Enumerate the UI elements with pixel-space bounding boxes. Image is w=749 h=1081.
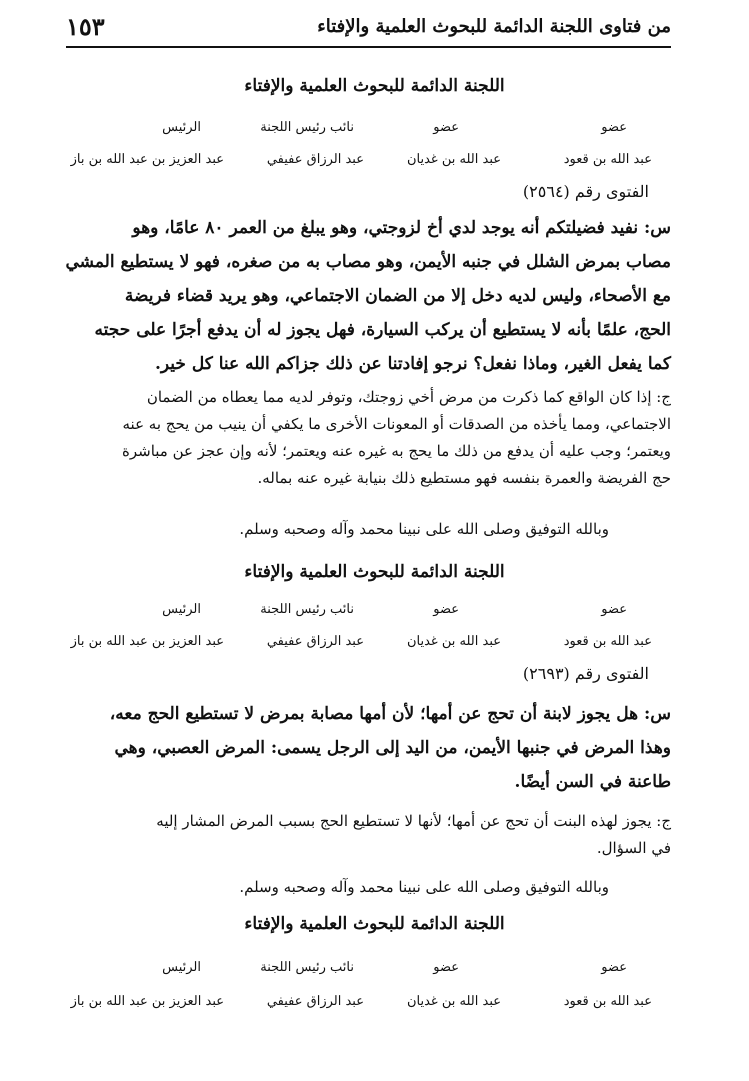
name-deputy-chair: عبد الرزاق عفيفي	[266, 152, 364, 167]
answer-line: حج الفريضة والعمرة بنفسه فهو مستطيع ذلك بنيابة غيره عنه بماله.	[257, 469, 671, 487]
role-member-1: عضو	[601, 960, 627, 975]
name-chairman: عبد العزيز بن عبد الله بن باز	[70, 634, 224, 649]
answer-line: ج: يجوز لهذه البنت أن تحج عن أمها؛ لأنها لا تستطيع الحج بسبب المرض المشار إليه	[156, 812, 671, 830]
role-member-2: عضو	[433, 960, 459, 975]
name-member-2: عبد الله بن غديان	[406, 152, 501, 167]
role-chairman: الرئيس	[162, 960, 201, 975]
role-member-1: عضو	[601, 120, 627, 135]
signatory-names	[0, 634, 749, 656]
committee-heading: اللجنة الدائمة للبحوث العلمية والإفتاء	[244, 76, 505, 96]
name-deputy-chair: عبد الرزاق عفيفي	[266, 634, 364, 649]
question-paragraph	[66, 704, 671, 806]
role-deputy-chair: نائب رئيس اللجنة	[260, 960, 354, 975]
name-member-1: عبد الله بن قعود	[563, 994, 652, 1009]
closing-formula: وبالله التوفيق وصلى الله على نبينا محمد وآله وصحبه وسلم.	[239, 878, 609, 896]
role-deputy-chair: نائب رئيس اللجنة	[260, 120, 354, 135]
signatory-roles	[0, 602, 749, 624]
name-chairman: عبد العزيز بن عبد الله بن باز	[70, 994, 224, 1009]
role-chairman: الرئيس	[162, 602, 201, 617]
page-number: ١٥٣	[66, 12, 105, 41]
closing-formula: وبالله التوفيق وصلى الله على نبينا محمد وآله وصحبه وسلم.	[239, 520, 609, 538]
name-member-2: عبد الله بن غديان	[406, 634, 501, 649]
question-paragraph	[66, 218, 671, 388]
name-chairman: عبد العزيز بن عبد الله بن باز	[70, 152, 224, 167]
fatwa-number: الفتوى رقم (٢٦٩٣)	[522, 664, 649, 683]
answer-line: ويعتمر؛ وجب عليه أن يدفع من ذلك ما يحج به غيره عنه ويعتمر؛ لأنه وإن عجز عن مباشرة	[121, 442, 671, 460]
signatory-roles	[0, 960, 749, 982]
name-member-1: عبد الله بن قعود	[563, 634, 652, 649]
answer-paragraph	[66, 388, 671, 496]
name-deputy-chair: عبد الرزاق عفيفي	[266, 994, 364, 1009]
role-member-1: عضو	[601, 602, 627, 617]
role-member-2: عضو	[433, 120, 459, 135]
answer-line: في السؤال.	[596, 839, 671, 857]
question-line: س: نفيد فضيلتكم أنه يوجد لدي أخ لزوجتي، وهو يبلغ من العمر ٨٠ عامًا، وهو	[132, 218, 671, 238]
role-deputy-chair: نائب رئيس اللجنة	[260, 602, 354, 617]
signatory-names	[0, 994, 749, 1016]
question-line: كما يفعل الغير، وماذا نفعل؟ نرجو إفادتنا عن ذلك جزاكم الله عنا كل خير.	[155, 354, 671, 374]
running-header	[66, 10, 671, 48]
signatory-names	[0, 152, 749, 174]
role-member-2: عضو	[433, 602, 459, 617]
answer-paragraph	[66, 812, 671, 866]
answer-line: الاجتماعي، ومما يأخذه من الصدقات أو المعونات الأخرى ما يكفي أن ينيب من يحج به عنه	[122, 415, 671, 433]
running-title: من فتاوى اللجنة الدائمة للبحوث العلمية والإفتاء	[317, 16, 671, 37]
question-line: الحج، علمًا بأنه لا يستطيع أن يركب السيارة، فهل يجوز له أن يدفع أجرًا على حجته	[94, 320, 671, 340]
fatwa-number: الفتوى رقم (٢٥٦٤)	[522, 182, 649, 201]
name-member-2: عبد الله بن غديان	[406, 994, 501, 1009]
answer-line: ج: إذا كان الواقع كما ذكرت من مرض أخي زوجتك، وتوفر لديه مما يعطاه من الضمان	[146, 388, 671, 406]
question-line: وهذا المرض في جنبها الأيمن، من اليد إلى الرجل يسمى: المرض العصبي، وهي	[114, 738, 671, 758]
question-line: س: هل يجوز لابنة أن تحج عن أمها؛ لأن أمها مصابة بمرض لا تستطيع الحج معه،	[109, 704, 671, 724]
committee-heading: اللجنة الدائمة للبحوث العلمية والإفتاء	[244, 562, 505, 582]
question-line: مصاب بمرض الشلل في جنبه الأيمن، وهو مصاب به من صغره، فهو لا يستطيع المشي	[65, 252, 671, 272]
committee-heading: اللجنة الدائمة للبحوث العلمية والإفتاء	[244, 914, 505, 934]
signatory-roles	[0, 120, 749, 142]
question-line: طاعنة في السن أيضًا.	[514, 772, 671, 792]
question-line: مع الأصحاء، وليس لديه دخل إلا من الضمان الاجتماعي، وهو يريد قضاء فريضة	[124, 286, 671, 306]
name-member-1: عبد الله بن قعود	[563, 152, 652, 167]
role-chairman: الرئيس	[162, 120, 201, 135]
